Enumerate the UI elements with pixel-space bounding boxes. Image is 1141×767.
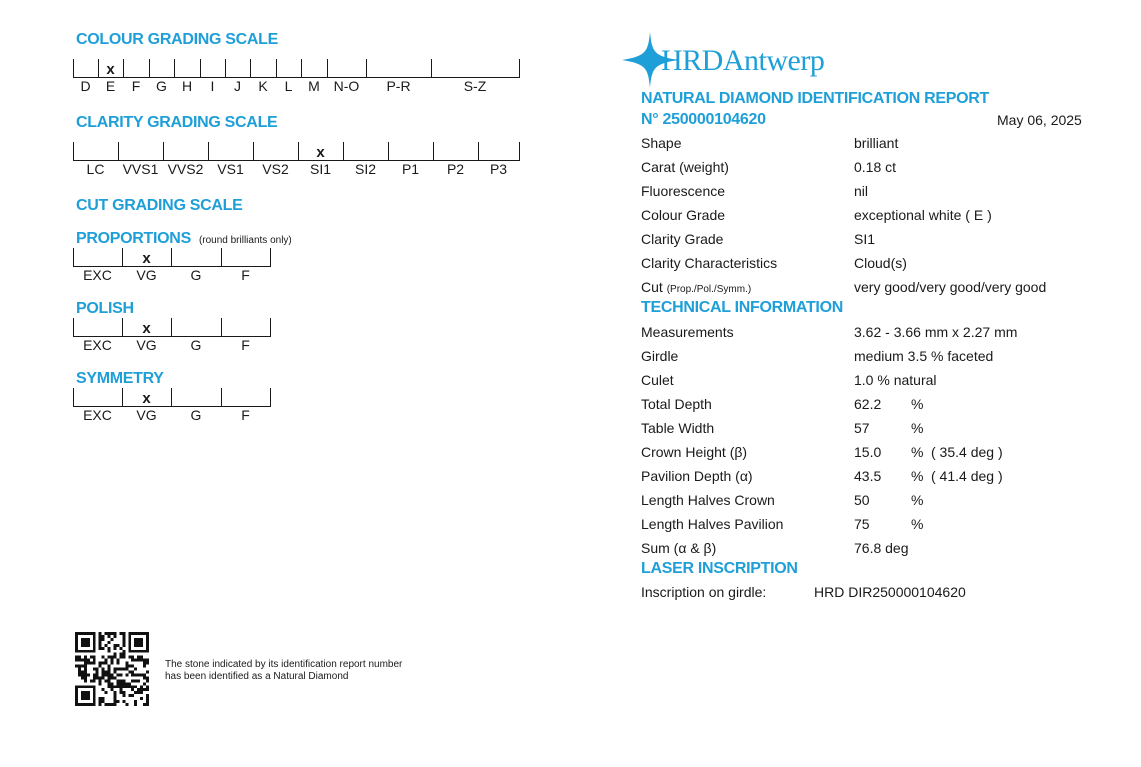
girdle-label: Girdle: [641, 348, 679, 364]
scale-tick: [73, 248, 74, 267]
scale-tick: [221, 318, 222, 337]
table-width-label: Table Width: [641, 420, 715, 436]
grade-label: I: [210, 78, 215, 94]
grade-label: EXC: [83, 407, 112, 423]
table-width-value: 57: [854, 420, 870, 436]
proportions-note: (round brilliants only): [198, 235, 292, 246]
colour-scale-title: COLOUR GRADING SCALE: [76, 31, 279, 48]
fluorescence-label: Fluorescence: [641, 183, 726, 199]
length-halves-crown-value: 50: [854, 492, 870, 508]
grade-label: VVS2: [167, 161, 204, 177]
selected-grade-marker: x: [142, 250, 151, 267]
scale-tick: [519, 59, 520, 78]
shape-value: brilliant: [854, 135, 899, 151]
total-depth-unit: %: [911, 396, 924, 412]
scale-tick: [174, 59, 175, 78]
grade-label: J: [234, 78, 241, 94]
cut-label: [641, 279, 751, 295]
grade-label: P1: [401, 161, 420, 177]
report-number: N° 250000104620: [641, 111, 766, 128]
grade-label: P2: [446, 161, 465, 177]
scale-tick: [301, 59, 302, 78]
proportions-scale: [73, 248, 271, 288]
pavilion-depth-label: Pavilion Depth (α): [641, 468, 753, 484]
cut-scale-title: CUT GRADING SCALE: [76, 197, 243, 214]
scale-tick: [270, 248, 271, 267]
grade-label: G: [190, 407, 202, 423]
grade-label: K: [258, 78, 268, 94]
cut-label-note: (Prop./Pol./Symm.): [666, 284, 752, 295]
clarity-characteristics-value: Cloud(s): [854, 255, 907, 271]
scale-tick: [327, 59, 328, 78]
grade-label: LC: [86, 161, 105, 177]
grade-label: H: [181, 78, 193, 94]
scale-tick: [118, 142, 119, 161]
grade-label: G: [190, 267, 202, 283]
scale-tick: [163, 142, 164, 161]
selected-grade-marker: x: [142, 320, 151, 337]
technical-title: TECHNICAL INFORMATION: [641, 299, 843, 316]
scale-tick: [431, 59, 432, 78]
cut-value: very good/very good/very good: [854, 279, 1047, 295]
polish-title: POLISH: [76, 300, 134, 317]
laser-label: Inscription on girdle:: [641, 584, 767, 600]
grade-label: F: [241, 267, 250, 283]
scale-tick: [388, 142, 389, 161]
colour-grading-scale: [73, 59, 520, 99]
pavilion-depth-value: 43.5: [854, 468, 882, 484]
proportions-title-text: PROPORTIONS: [76, 230, 191, 247]
measurements-value: 3.62 - 3.66 mm x 2.27 mm: [854, 324, 1018, 340]
pavilion-depth-unit: %: [911, 468, 924, 484]
colour-grade-value: exceptional white ( E ): [854, 207, 992, 223]
carat-label: Carat (weight): [641, 159, 729, 175]
scale-tick: [478, 142, 479, 161]
scale-tick: [270, 388, 271, 407]
scale-tick: [519, 142, 520, 161]
logo-prefix: HRD: [661, 44, 723, 77]
scale-tick: [171, 318, 172, 337]
scale-tick: [366, 59, 367, 78]
total-depth-value: 62.2: [854, 396, 882, 412]
scale-tick: [221, 248, 222, 267]
scale-tick: [343, 142, 344, 161]
report-title: NATURAL DIAMOND IDENTIFICATION REPORT: [641, 90, 989, 107]
polish-scale: [73, 318, 271, 358]
grade-label: SI1: [309, 161, 331, 177]
grade-label: VS1: [217, 161, 244, 177]
symmetry-scale: [73, 388, 271, 428]
laser-title: LASER INSCRIPTION: [641, 560, 798, 577]
logo-suffix: Antwerp: [722, 44, 825, 77]
proportions-title: [76, 230, 292, 248]
sum-label: Sum (α & β): [641, 540, 717, 556]
scale-tick: [73, 59, 74, 78]
scale-tick: [250, 59, 251, 78]
clarity-grading-scale: [73, 142, 520, 182]
grade-label: S-Z: [463, 78, 487, 94]
length-halves-crown-unit: %: [911, 492, 924, 508]
grade-label: G: [156, 78, 167, 94]
scale-tick: [276, 59, 277, 78]
clarity-grade-value: SI1: [854, 231, 876, 247]
shape-label: Shape: [641, 135, 682, 151]
symmetry-title: SYMMETRY: [76, 370, 164, 387]
scale-tick: [149, 59, 150, 78]
hrd-antwerp-logo: [620, 30, 860, 90]
length-halves-pavilion-label: Length Halves Pavilion: [641, 516, 784, 532]
grade-label: VG: [136, 337, 157, 353]
scale-tick: [208, 142, 209, 161]
grade-label: VG: [136, 407, 157, 423]
grade-label: M: [308, 78, 320, 94]
sum-value: 76.8 deg: [854, 540, 909, 556]
grade-label: F: [131, 78, 141, 94]
grade-label: VVS1: [122, 161, 159, 177]
laser-value: HRD DIR250000104620: [814, 584, 966, 600]
selected-grade-marker: x: [106, 61, 115, 78]
scale-tick: [433, 142, 434, 161]
scale-tick: [270, 318, 271, 337]
grade-label: VG: [136, 267, 157, 283]
table-width-unit: %: [911, 420, 924, 436]
report-date: May 06, 2025: [997, 112, 1082, 128]
selected-grade-marker: x: [142, 390, 151, 407]
scale-tick: [200, 59, 201, 78]
girdle-value: medium 3.5 % faceted: [854, 348, 994, 364]
culet-value: 1.0 % natural: [854, 372, 937, 388]
grade-label: EXC: [83, 337, 112, 353]
length-halves-pavilion-unit: %: [911, 516, 924, 532]
grade-label: F: [241, 337, 250, 353]
measurements-label: Measurements: [641, 324, 734, 340]
grade-label: SI2: [354, 161, 376, 177]
grade-label: EXC: [83, 267, 112, 283]
carat-value: 0.18 ct: [854, 159, 897, 175]
grade-label: G: [190, 337, 202, 353]
crown-height-value: 15.0: [854, 444, 882, 460]
scale-tick: [253, 142, 254, 161]
length-halves-pavilion-value: 75: [854, 516, 870, 532]
clarity-scale-title: CLARITY GRADING SCALE: [76, 114, 278, 131]
scale-tick: [73, 318, 74, 337]
total-depth-label: Total Depth: [641, 396, 712, 412]
grade-label: P-R: [386, 78, 411, 94]
crown-height-label: Crown Height (β): [641, 444, 748, 460]
length-halves-crown-label: Length Halves Crown: [641, 492, 775, 508]
culet-label: Culet: [641, 372, 674, 388]
grade-label: F: [241, 407, 250, 423]
fluorescence-value: nil: [854, 183, 869, 199]
footer-note: The stone indicated by its identification report number has been identified as a Natural Diamond: [165, 659, 403, 682]
crown-angle-value: ( 35.4 deg ): [931, 444, 1003, 460]
scale-tick: [225, 59, 226, 78]
grade-label: N-O: [333, 78, 360, 94]
colour-grade-label: Colour Grade: [641, 207, 726, 223]
scale-tick: [73, 388, 74, 407]
grade-label: P3: [489, 161, 508, 177]
grade-label: E: [105, 78, 116, 94]
grade-label: VS2: [262, 161, 289, 177]
scale-tick: [123, 59, 124, 78]
scale-tick: [171, 388, 172, 407]
qr-code: [75, 632, 149, 711]
pavilion-angle-value: ( 41.4 deg ): [931, 468, 1003, 484]
grade-label: L: [284, 78, 293, 94]
scale-tick: [171, 248, 172, 267]
grade-label: D: [80, 78, 91, 94]
scale-tick: [73, 142, 74, 161]
scale-tick: [221, 388, 222, 407]
clarity-grade-label: Clarity Grade: [641, 231, 724, 247]
crown-height-unit: %: [911, 444, 924, 460]
selected-grade-marker: x: [316, 144, 325, 161]
clarity-characteristics-label: Clarity Characteristics: [641, 255, 778, 271]
cut-label-text: Cut: [641, 279, 663, 295]
